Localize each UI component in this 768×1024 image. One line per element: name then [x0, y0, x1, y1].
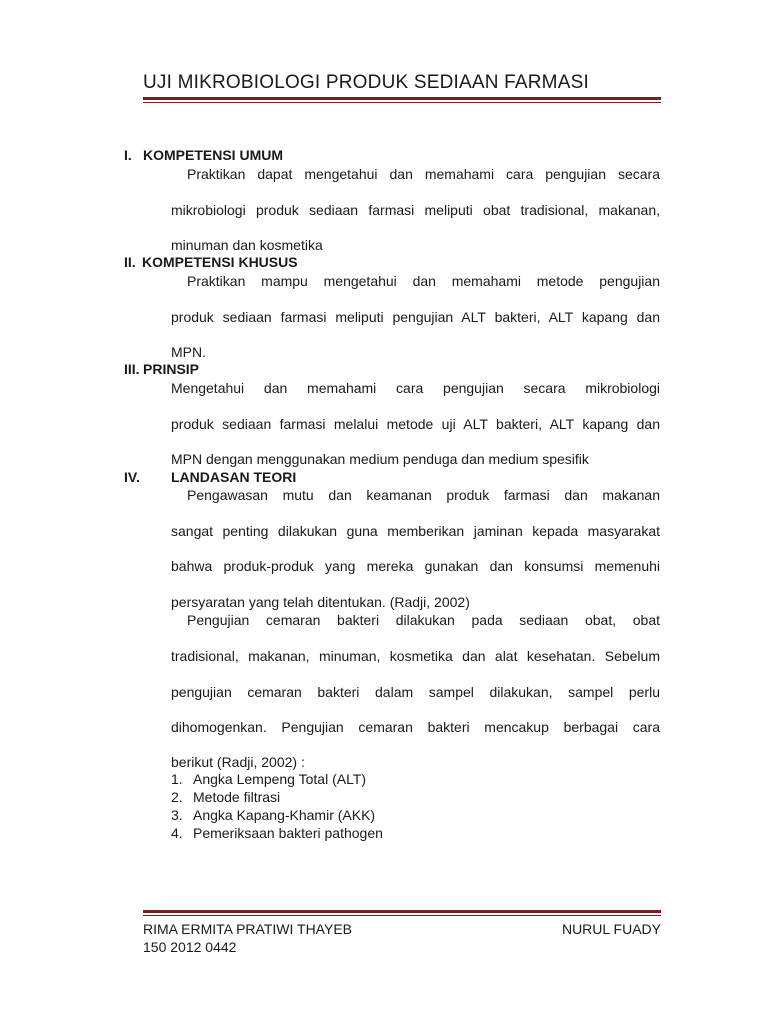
section-2-line-1: Praktikan mampu mengetahui dan memahami metode pengujian: [187, 273, 660, 289]
section-4-p1-line-1: Pengawasan mutu dan keamanan produk farmasi dan makanan: [187, 487, 660, 503]
footer-author-id: 150 2012 0442: [143, 939, 237, 955]
section-4-p2-line-4: dihomogenkan. Pengujian cemaran bakteri mencakup berbagai cara: [171, 719, 660, 735]
section-2-number: II.: [124, 254, 136, 270]
section-4-p2-line-3: pengujian cemaran bakteri dalam sampel dilakukan, sampel perlu: [171, 684, 660, 700]
section-1-line-2: mikrobiologi produk sediaan farmasi meliputi obat tradisional, makanan,: [171, 202, 660, 218]
section-4-p2-line-5: berikut (Radji, 2002) :: [171, 754, 305, 770]
list-item-1-text: Angka Lempeng Total (ALT): [193, 771, 367, 787]
list-item-4-number: 4.: [171, 825, 183, 841]
section-4-p1-line-2: sangat penting dilakukan guna memberikan jaminan kepada masyarakat: [171, 523, 660, 539]
list-item-1-number: 1.: [171, 771, 183, 787]
section-2-line-2: produk sediaan farmasi meliputi pengujian ALT bakteri, ALT kapang dan: [171, 309, 660, 325]
list-item-3-text: Angka Kapang-Khamir (AKK): [193, 807, 376, 823]
section-1-number: I.: [124, 147, 132, 163]
section-3-line-1: Mengetahui dan memahami cara pengujian secara mikrobiologi: [171, 380, 660, 396]
section-3-number: III.: [124, 361, 140, 377]
section-4-p2-line-2: tradisional, makanan, minuman, kosmetika dan alat kesehatan. Sebelum: [171, 648, 660, 664]
list-item-3-number: 3.: [171, 807, 183, 823]
footer-rule: [143, 910, 661, 916]
list-item-2-text: Metode filtrasi: [193, 789, 281, 805]
section-3-heading: PRINSIP: [143, 361, 200, 377]
section-4-p1-line-4: persyaratan yang telah ditentukan. (Radji, 2002): [171, 594, 470, 610]
section-4-p1-line-3: bahwa produk-produk yang mereka gunakan dan konsumsi memenuhi: [171, 558, 660, 574]
section-1-heading: KOMPETENSI UMUM: [143, 147, 283, 163]
list-item-4-text: Pemeriksaan bakteri pathogen: [193, 825, 383, 841]
section-4-heading: LANDASAN TEORI: [171, 469, 297, 485]
section-4-number: IV.: [124, 469, 140, 485]
footer-author-name: RIMA ERMITA PRATIWI THAYEB: [143, 921, 352, 937]
section-2-heading: KOMPETENSI KHUSUS: [142, 254, 298, 270]
section-1-line-1: Praktikan dapat mengetahui dan memahami cara pengujian secara: [187, 166, 660, 182]
document-title: UJI MIKROBIOLOGI PRODUK SEDIAAN FARMASI: [143, 72, 589, 93]
title-rule: [143, 97, 661, 103]
list-item-2-number: 2.: [171, 789, 183, 805]
section-1-line-3: minuman dan kosmetika: [171, 237, 323, 253]
section-3-line-2: produk sediaan farmasi melalui metode uji ALT bakteri, ALT kapang dan: [171, 416, 660, 432]
section-3-line-3: MPN dengan menggunakan medium penduga dan medium spesifik: [171, 451, 589, 467]
section-4-p2-line-1: Pengujian cemaran bakteri dilakukan pada sediaan obat, obat: [187, 612, 660, 628]
section-2-line-3: MPN.: [171, 344, 206, 360]
footer-right-name: NURUL FUADY: [561, 921, 661, 937]
